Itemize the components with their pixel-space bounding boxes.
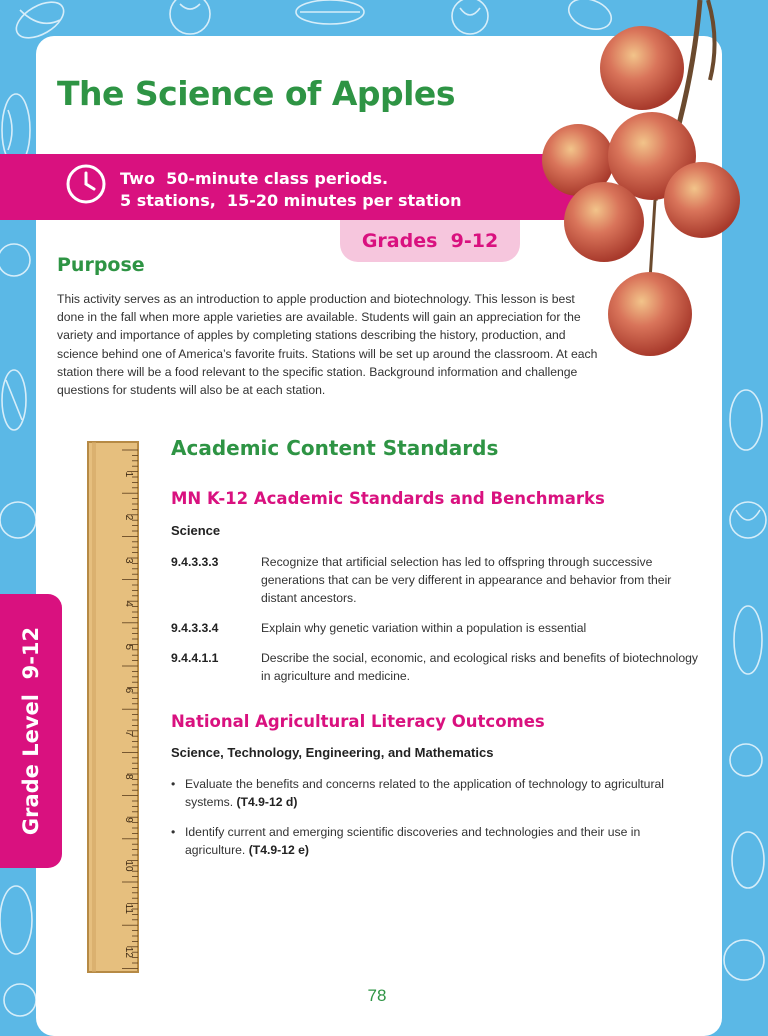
- ruler-number: 1: [123, 471, 134, 478]
- grade-level-tab: [0, 594, 62, 868]
- bullet-icon: •: [171, 825, 176, 839]
- stations-text: 5 stations, 15-20 minutes per station: [120, 191, 462, 210]
- ruler-number: 9: [123, 817, 134, 823]
- standard-code: 9.4.3.3.3: [171, 555, 219, 569]
- purpose-heading: Purpose: [57, 254, 145, 276]
- standard-text: Describe the social, economic, and ecological risks and benefits of biotechnology in agriculture and medicine.: [261, 651, 698, 684]
- ruler-number: 8: [123, 774, 134, 780]
- academic-standards-heading: Academic Content Standards: [171, 436, 499, 460]
- page-number: 78: [367, 986, 387, 1005]
- standard-code: 9.4.4.1.1: [171, 651, 219, 665]
- grades-badge: Grades 9-12: [340, 220, 520, 262]
- standard-text: Explain why genetic variation within a population is essential: [261, 621, 587, 635]
- apple: [564, 182, 644, 262]
- outcome-text: Identify current and emerging scientific discoveries and technologies and their use in agriculture.: [185, 825, 641, 858]
- class-periods-text: Two 50-minute class periods.: [120, 169, 389, 188]
- outcome-code: (T4.9-12 d): [236, 795, 298, 810]
- ruler-number: 11: [123, 903, 134, 914]
- purpose-body: This activity serves as an introduction to apple production and biotechnology. This lesson is best done in the fall when more apple varieties are available. Students will gain an appreciation for the variety and importance of apples by completing stations describing the history, production, and science behind one of America’s favorite fruits. Stations will be set up around the classroom. At each station there will be a food relevant to the specific station. Background information and challenge questions for students will also be at each station.: [57, 292, 598, 398]
- apple: [664, 162, 740, 238]
- outcome-text: Evaluate the benefits and concerns related to the application of technology to agricultural systems.: [185, 777, 665, 810]
- literacy-outcomes-heading: National Agricultural Literacy Outcomes: [171, 712, 545, 731]
- standard-text: Recognize that artificial selection has led to offspring through successive generations that can be very different in appearance and behavior from their distant ancestors.: [261, 555, 672, 606]
- ruler-number: 6: [123, 687, 134, 694]
- ruler-number: 3: [123, 558, 134, 564]
- mn-standards-heading: MN K-12 Academic Standards and Benchmarks: [171, 489, 605, 508]
- ruler-number: 2: [123, 514, 134, 521]
- apple: [600, 26, 684, 110]
- outcome-code: (T4.9-12 e): [248, 843, 309, 858]
- ruler-number: 4: [123, 601, 134, 607]
- ruler-image: [86, 440, 142, 974]
- ruler-number: 5: [123, 644, 134, 650]
- page-title: The Science of Apples: [57, 74, 455, 113]
- bullet-icon: •: [171, 777, 176, 791]
- stem-heading: Science, Technology, Engineering, and Mathematics: [171, 745, 494, 760]
- ruler-number: 7: [123, 730, 134, 737]
- ruler-number: 10: [123, 860, 134, 872]
- science-heading: Science: [171, 523, 221, 538]
- standard-code: 9.4.3.3.4: [171, 621, 219, 635]
- ruler-number: 12: [123, 946, 134, 958]
- apple: [608, 272, 692, 356]
- clock-icon: [64, 162, 108, 206]
- grade-level-label: Grade Level 9-12: [19, 626, 43, 836]
